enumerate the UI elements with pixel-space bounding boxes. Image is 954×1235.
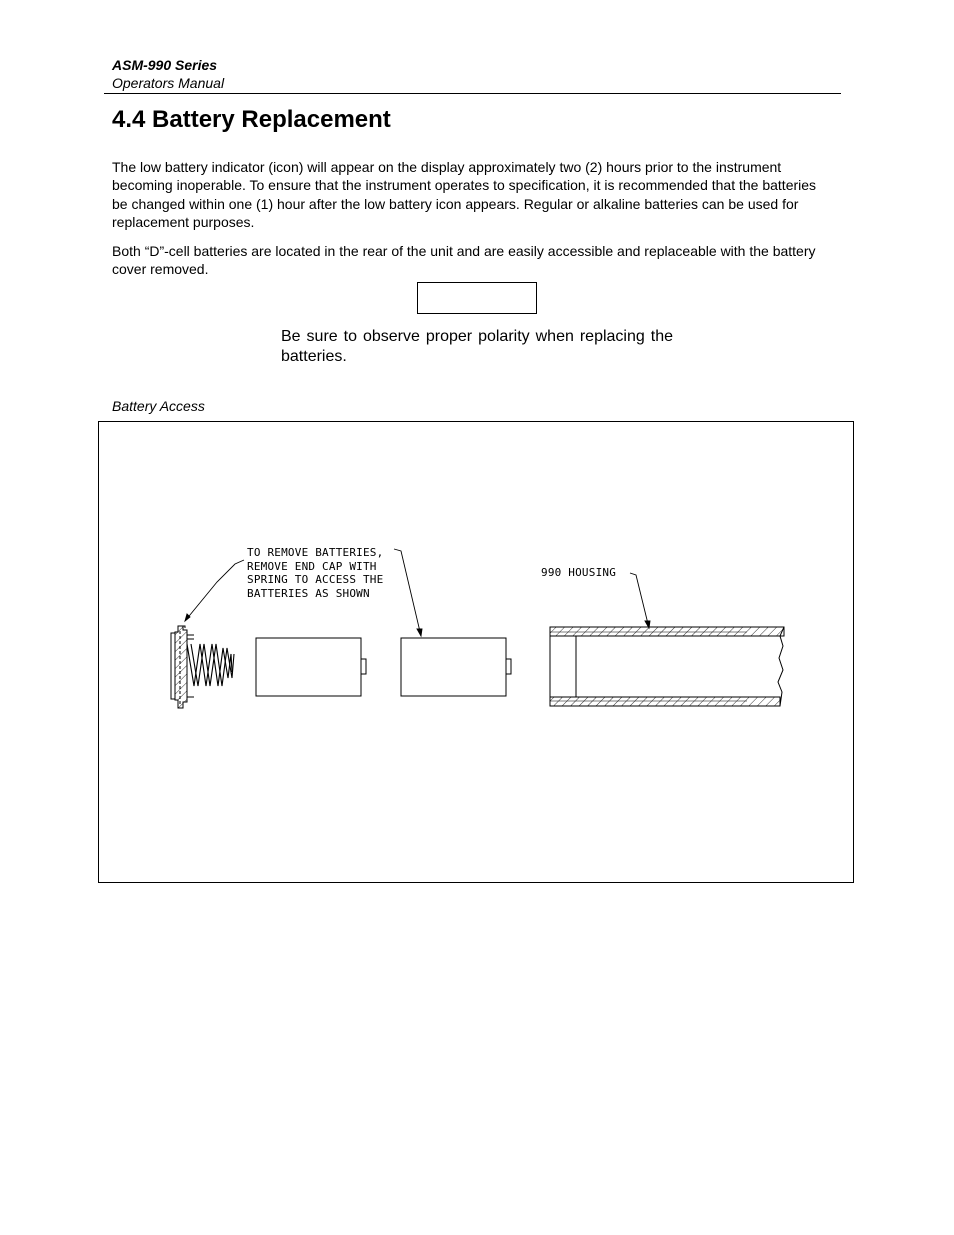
- section-title: 4.4 Battery Replacement: [112, 106, 391, 133]
- paragraph-low-battery: The low battery indicator (icon) will appear on the display approximately two (2) hours prior to the instrument becoming inoperable. To ensure that the instrument operates to specification, it is recommended that the batteries be changed within one (1) hour after the low battery icon appears. Regular or alkaline batteries can be used for replacement purposes.: [112, 159, 817, 230]
- polarity-note: Be sure to observe proper polarity when replacing the batteries.: [281, 328, 673, 365]
- header-divider: [104, 93, 841, 94]
- battery-icon: [256, 638, 366, 696]
- battery-access-drawing: [99, 422, 855, 884]
- housing-label-leader: [630, 573, 650, 628]
- battery-removal-label: TO REMOVE BATTERIES, REMOVE END CAP WITH SPRING TO ACCESS THE BATTERIES AS SHOWN: [247, 546, 384, 601]
- housing-icon: [550, 627, 784, 706]
- battery-icon: [401, 638, 511, 696]
- header-series: ASM-990 Series: [112, 57, 218, 73]
- paragraph-battery-location: Both “D”-cell batteries are located in the rear of the unit and are easily accessible and replaceable with the battery cover removed.: [112, 243, 816, 278]
- header-manual-title: Operators Manual: [112, 75, 225, 91]
- note-label-box: [417, 282, 537, 314]
- spring-icon: [187, 644, 234, 686]
- housing-label: 990 HOUSING: [541, 566, 617, 579]
- figure-caption: Battery Access: [112, 398, 205, 414]
- battery-access-figure: [98, 421, 854, 883]
